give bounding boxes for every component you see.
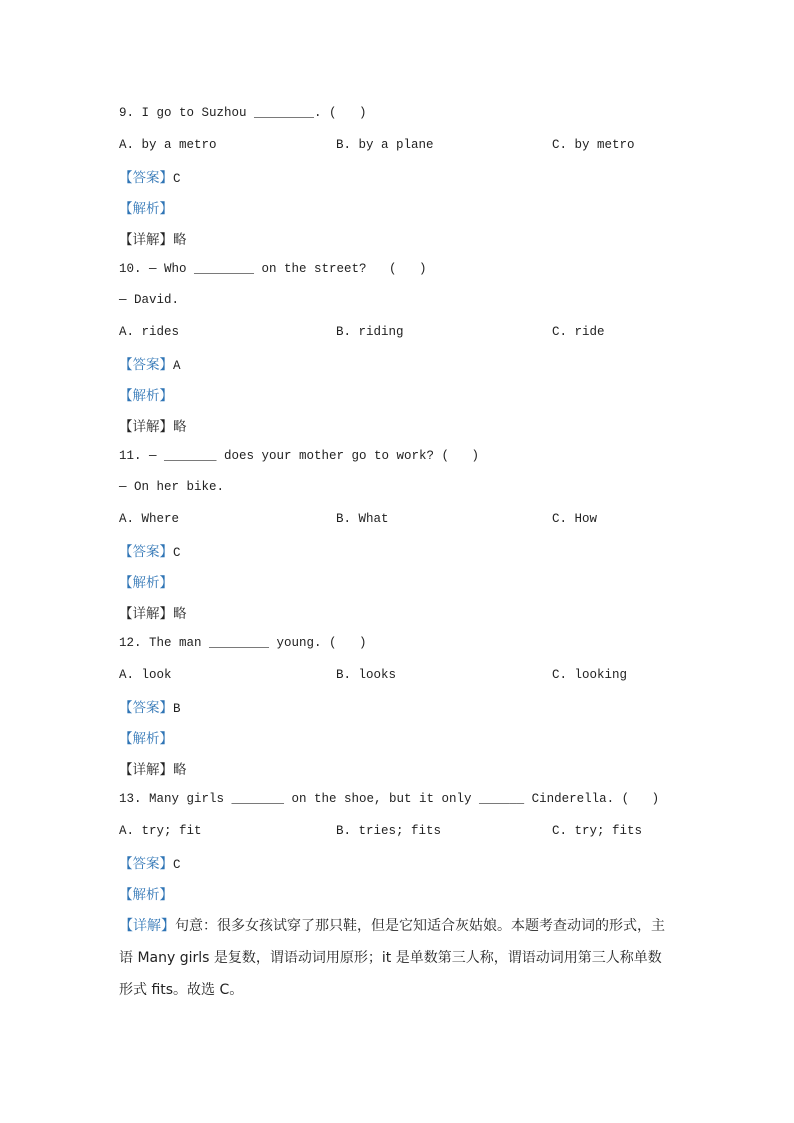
answer-label: 【答案】 bbox=[119, 357, 173, 373]
question-10-stem: 10. — Who ________ on the street? ( ) bbox=[119, 262, 427, 276]
q9-analysis bbox=[119, 197, 173, 217]
detail-label: 【详解】 bbox=[119, 419, 173, 435]
analysis-label: 【解析】 bbox=[119, 887, 173, 903]
q12-answer bbox=[119, 696, 181, 716]
answer-value: B bbox=[173, 702, 181, 716]
q13-option-b: B. tries; fits bbox=[336, 824, 442, 838]
q10-analysis bbox=[119, 384, 173, 404]
q12-analysis bbox=[119, 727, 173, 747]
analysis-label: 【解析】 bbox=[119, 575, 173, 591]
q11-option-b: B. What bbox=[336, 512, 389, 526]
q13-option-c: C. try; fits bbox=[552, 824, 643, 838]
answer-value: C bbox=[173, 546, 181, 560]
q11-analysis bbox=[119, 571, 173, 591]
q11-option-c: C. How bbox=[552, 512, 598, 526]
answer-value: A bbox=[173, 359, 181, 373]
q10-reply: — David. bbox=[119, 293, 180, 307]
detail-label: 【详解】 bbox=[119, 762, 173, 778]
detail-text: 略 bbox=[173, 419, 187, 435]
q12-option-b: B. looks bbox=[336, 668, 397, 682]
q9-option-b: B. by a plane bbox=[336, 138, 434, 152]
q9-option-a: A. by a metro bbox=[119, 138, 217, 152]
q13-analysis bbox=[119, 883, 173, 903]
detail-text: 略 bbox=[173, 606, 187, 622]
analysis-label: 【解析】 bbox=[119, 731, 173, 747]
q11-detail bbox=[119, 602, 187, 622]
question-13-stem: 13. Many girls _______ on the shoe, but it only ______ Cinderella. ( ) bbox=[119, 792, 660, 806]
q13-option-a: A. try; fit bbox=[119, 824, 202, 838]
answer-value: C bbox=[173, 858, 181, 872]
q10-option-b: B. riding bbox=[336, 325, 404, 339]
question-9-stem: 9. I go to Suzhou ________. ( ) bbox=[119, 106, 367, 120]
detail-label: 【详解】 bbox=[119, 918, 175, 934]
q13-detail bbox=[119, 910, 671, 1006]
answer-value: C bbox=[173, 172, 181, 186]
q12-option-a: A. look bbox=[119, 668, 172, 682]
q10-answer bbox=[119, 353, 181, 373]
q10-option-c: C. ride bbox=[552, 325, 605, 339]
q12-option-c: C. looking bbox=[552, 668, 628, 682]
q10-option-a: A. rides bbox=[119, 325, 180, 339]
q12-detail bbox=[119, 758, 187, 778]
answer-label: 【答案】 bbox=[119, 544, 173, 560]
q11-answer bbox=[119, 540, 181, 560]
q10-detail bbox=[119, 415, 187, 435]
detail-label: 【详解】 bbox=[119, 606, 173, 622]
detail-text: 略 bbox=[173, 762, 187, 778]
detail-text: 句意：很多女孩试穿了那只鞋，但是它知适合灰姑娘。本题考查动词的形式，主语 Many girls 是复数，谓语动词用原形；it 是单数第三人称，谓语动词用第三人称单数形式 fits。故选 C。 bbox=[119, 918, 665, 998]
q9-option-c: C. by metro bbox=[552, 138, 635, 152]
answer-label: 【答案】 bbox=[119, 856, 173, 872]
q9-detail bbox=[119, 228, 187, 248]
analysis-label: 【解析】 bbox=[119, 201, 173, 217]
answer-label: 【答案】 bbox=[119, 170, 173, 186]
q11-reply: — On her bike. bbox=[119, 480, 225, 494]
q9-answer bbox=[119, 166, 181, 186]
q13-answer bbox=[119, 852, 181, 872]
question-11-stem: 11. — _______ does your mother go to work? ( ) bbox=[119, 449, 480, 463]
answer-label: 【答案】 bbox=[119, 700, 173, 716]
detail-label: 【详解】 bbox=[119, 232, 173, 248]
question-12-stem: 12. The man ________ young. ( ) bbox=[119, 636, 367, 650]
q11-option-a: A. Where bbox=[119, 512, 180, 526]
analysis-label: 【解析】 bbox=[119, 388, 173, 404]
detail-text: 略 bbox=[173, 232, 187, 248]
